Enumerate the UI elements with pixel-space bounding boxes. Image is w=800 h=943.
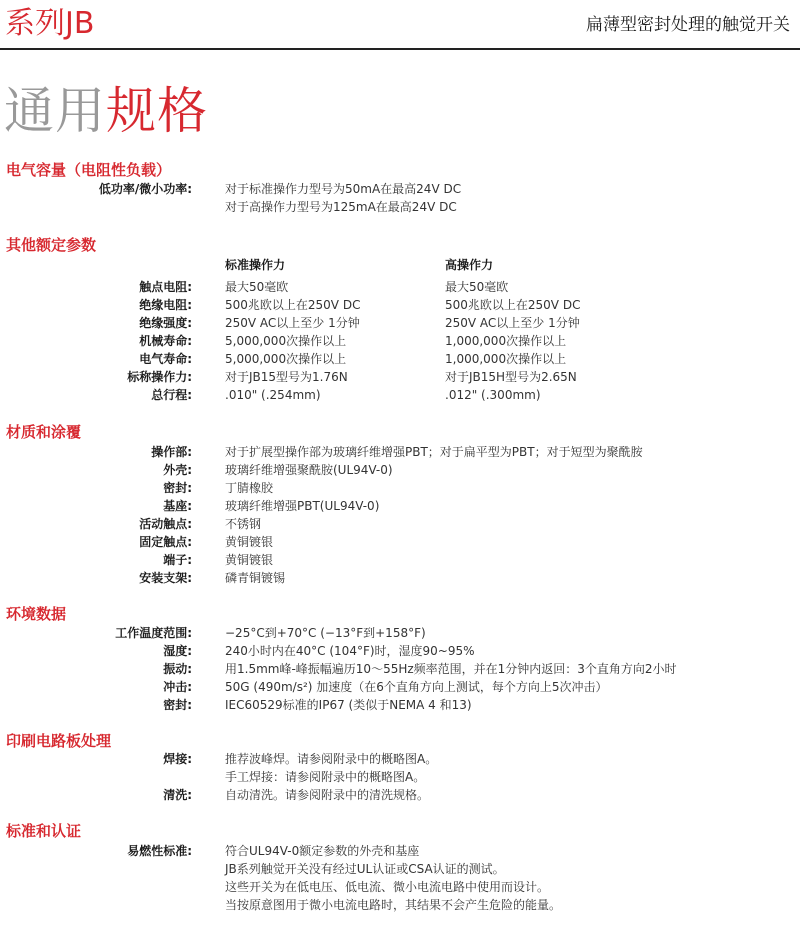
spec-value: 不锈钢 — [225, 517, 262, 531]
column-header-high: 高操作力 — [445, 258, 494, 272]
spec-value: 对于高操作力型号为125mA在最高24V DC — [225, 200, 457, 214]
spec-value: JB系列触觉开关没有经过UL认证或CSA认证的测试。 — [225, 862, 505, 876]
page-header — [0, 0, 800, 52]
spec-value: 丁腈橡胶 — [225, 481, 274, 495]
spec-row — [0, 860, 800, 878]
spec-label: 冲击: — [163, 680, 192, 694]
spec-value: 当按原意图用于微小电流电路时，其结果不会产生危险的能量。 — [225, 898, 562, 912]
page-title-part1: 通用 — [4, 82, 106, 140]
section-environment-title: 环境数据 — [6, 605, 67, 623]
spec-value: 黄铜镀银 — [225, 553, 274, 567]
spec-row — [0, 350, 800, 368]
spec-label: 工作温度范围: — [115, 626, 192, 640]
spec-value: IEC60529标准的IP67 (类似于NEMA 4 和13) — [225, 698, 472, 712]
spec-label: 焊接: — [163, 752, 192, 766]
spec-value-high: 1,000,000次操作以上 — [445, 334, 567, 348]
spec-value-high: 最大50毫欧 — [445, 280, 509, 294]
spec-value: 对于扩展型操作部为玻璃纤维增强PBT；对于扁平型为PBT；对于短型为聚酰胺 — [225, 445, 643, 459]
spec-row — [0, 878, 800, 896]
spec-row — [0, 551, 800, 569]
spec-label: 振动: — [163, 662, 192, 676]
spec-value-high: 500兆欧以上在250V DC — [445, 298, 581, 312]
spec-value-high: 对于JB15H型号为2.65N — [445, 370, 577, 384]
section-materials-title: 材质和涂覆 — [6, 423, 82, 441]
spec-label: 低功率/微小功率: — [98, 182, 192, 196]
spec-value: 240小时内在40°C (104°F)时，湿度90~95% — [225, 644, 475, 658]
spec-value-standard: 最大50毫欧 — [225, 280, 289, 294]
spec-label: 外壳: — [163, 463, 192, 477]
spec-row — [0, 786, 800, 804]
spec-label: 操作部: — [151, 445, 192, 459]
spec-row — [0, 479, 800, 497]
section-ratings-title: 其他额定参数 — [6, 236, 97, 254]
spec-row — [0, 515, 800, 533]
spec-value: 磷青铜镀锡 — [225, 571, 286, 585]
spec-label: 触点电阻: — [139, 280, 192, 294]
spec-row — [0, 660, 800, 678]
spec-row — [0, 443, 800, 461]
spec-row — [0, 533, 800, 551]
spec-row — [0, 278, 800, 296]
spec-row — [0, 624, 800, 642]
spec-row — [0, 768, 800, 786]
spec-value: 手工焊接：请参阅附录中的概略图A。 — [225, 770, 426, 784]
spec-row — [0, 497, 800, 515]
spec-value: 推荐波峰焊。请参阅附录中的概略图A。 — [225, 752, 438, 766]
spec-value-standard: .010" (.254mm) — [225, 388, 321, 402]
spec-label: 湿度: — [163, 644, 192, 658]
spec-value: 用1.5mm峰-峰振幅遍历10～55Hz频率范围，并在1分钟内返回：3个直角方向2小时 — [225, 662, 677, 676]
column-header-standard: 标准操作力 — [225, 258, 286, 272]
spec-label: 固定触点: — [139, 535, 192, 549]
spec-value: 50G (490m/s²) 加速度（在6个直角方向上测试，每个方向上5次冲击） — [225, 680, 608, 694]
page-title — [4, 80, 208, 142]
spec-row — [0, 678, 800, 696]
spec-row — [0, 842, 800, 860]
spec-value-high: 1,000,000次操作以上 — [445, 352, 567, 366]
spec-value-standard: 500兆欧以上在250V DC — [225, 298, 361, 312]
spec-value: 黄铜镀银 — [225, 535, 274, 549]
spec-label: 清洗: — [163, 788, 192, 802]
spec-row — [0, 180, 800, 198]
header-divider — [0, 48, 800, 50]
spec-label: 机械寿命: — [139, 334, 192, 348]
spec-row — [0, 696, 800, 714]
spec-label: 密封: — [163, 698, 192, 712]
spec-row — [0, 368, 800, 386]
spec-value-high: 250V AC以上至少 1分钟 — [445, 316, 580, 330]
spec-value: 玻璃纤维增强聚酰胺(UL94V-0) — [225, 463, 393, 477]
spec-value-high: .012" (.300mm) — [445, 388, 541, 402]
spec-value: 符合UL94V-0额定参数的外壳和基座 — [225, 844, 420, 858]
spec-row — [0, 461, 800, 479]
spec-value-standard: 5,000,000次操作以上 — [225, 352, 347, 366]
spec-value-standard: 对于JB15型号为1.76N — [225, 370, 348, 384]
spec-row — [0, 896, 800, 914]
page-title-part2: 规格 — [106, 82, 208, 140]
spec-label: 绝缘强度: — [139, 316, 192, 330]
series-title: 系列JB — [5, 6, 95, 41]
spec-value: −25°C到+70°C (−13°F到+158°F) — [225, 626, 426, 640]
spec-label: 易燃性标准: — [127, 844, 192, 858]
spec-label: 活动触点: — [139, 517, 192, 531]
spec-label: 端子: — [163, 553, 192, 567]
ratings-column-headers — [0, 256, 800, 274]
spec-label: 标称操作力: — [127, 370, 192, 384]
spec-label: 总行程: — [151, 388, 192, 402]
section-pcb-title: 印刷电路板处理 — [6, 732, 112, 750]
section-electrical-title: 电气容量（电阻性负载） — [6, 161, 172, 179]
spec-label: 基座: — [163, 499, 192, 513]
spec-value: 自动清洗。请参阅附录中的清洗规格。 — [225, 788, 430, 802]
spec-value: 对于标准操作力型号为50mA在最高24V DC — [225, 182, 462, 196]
spec-label: 密封: — [163, 481, 192, 495]
spec-row — [0, 198, 800, 216]
spec-label: 绝缘电阻: — [139, 298, 192, 312]
section-standards-title: 标准和认证 — [6, 822, 82, 840]
spec-row — [0, 296, 800, 314]
spec-row — [0, 332, 800, 350]
header-subtitle: 扁薄型密封处理的触觉开关 — [586, 15, 790, 35]
spec-label: 电气寿命: — [139, 352, 192, 366]
spec-value: 这些开关为在低电压、低电流、微小电流电路中使用而设计。 — [225, 880, 550, 894]
spec-value-standard: 5,000,000次操作以上 — [225, 334, 347, 348]
spec-value-standard: 250V AC以上至少 1分钟 — [225, 316, 360, 330]
spec-label: 安装支架: — [139, 571, 192, 585]
spec-row — [0, 314, 800, 332]
spec-row — [0, 569, 800, 587]
spec-row — [0, 750, 800, 768]
spec-row — [0, 642, 800, 660]
spec-row — [0, 386, 800, 404]
spec-value: 玻璃纤维增强PBT(UL94V-0) — [225, 499, 380, 513]
